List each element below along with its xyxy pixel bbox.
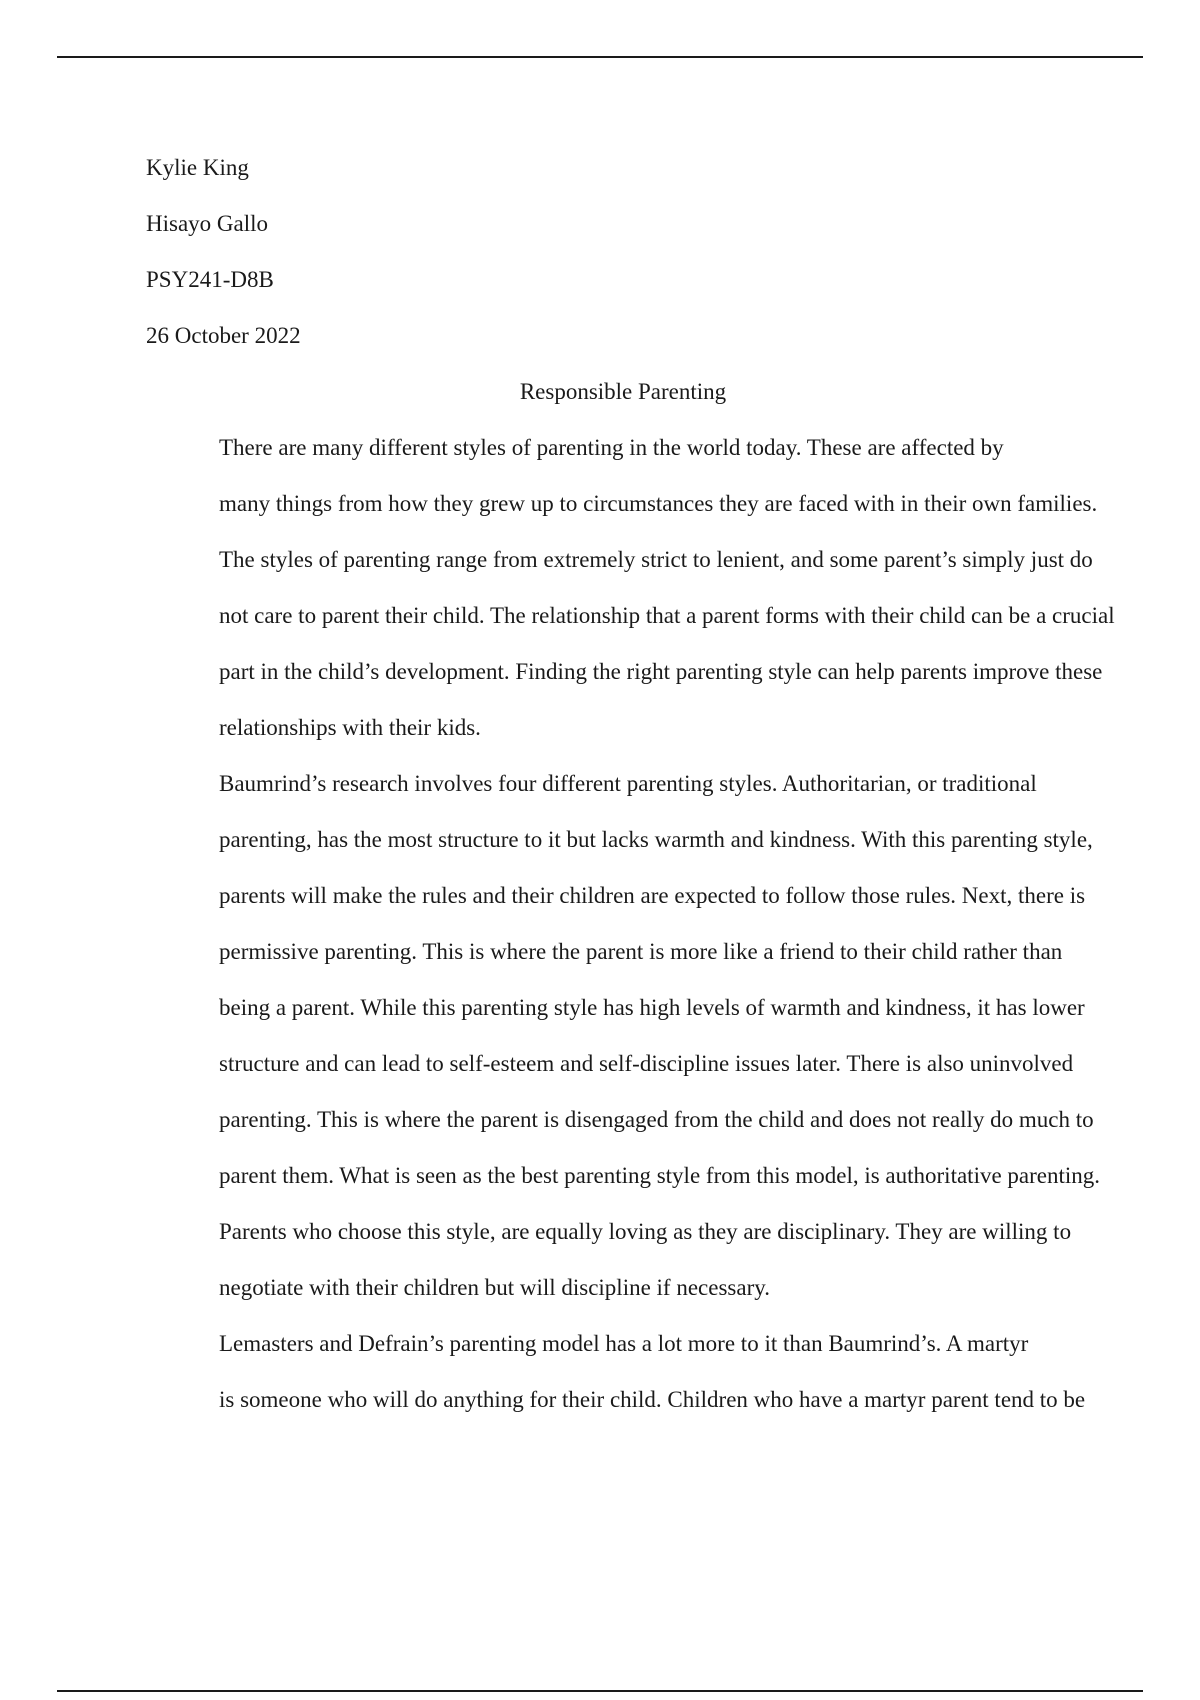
paragraph-line: being a parent. While this parenting style has high levels of warmth and kindness, it has lower	[219, 995, 1085, 1020]
paragraph-line: The styles of parenting range from extremely strict to lenient, and some parent’s simply just do	[219, 547, 1093, 572]
paragraph-line: not care to parent their child. The relationship that a parent forms with their child can be a crucial	[219, 603, 1115, 628]
paragraph-line: Baumrind’s research involves four different parenting styles. Authoritarian, or traditional	[219, 771, 1037, 796]
student-name: Kylie King	[146, 155, 249, 180]
paragraph-line: parenting, has the most structure to it but lacks warmth and kindness. With this parenting style,	[219, 827, 1093, 852]
essay-title: Responsible Parenting	[519, 379, 727, 404]
paragraph-line: permissive parenting. This is where the parent is more like a friend to their child rather than	[219, 939, 1063, 964]
page-top-rule	[57, 56, 1143, 58]
paragraph-line: many things from how they grew up to circumstances they are faced with in their own families.	[219, 491, 1098, 516]
page-bottom-rule	[57, 1690, 1143, 1692]
paragraph-2	[146, 756, 1100, 1316]
course-code: PSY241-D8B	[146, 267, 274, 292]
paragraph-line: parents will make the rules and their children are expected to follow those rules. Next, there is	[219, 883, 1086, 908]
paragraph-line: structure and can lead to self-esteem and self-discipline issues later. There is also uninvolved	[219, 1051, 1074, 1076]
paragraph-line: negotiate with their children but will discipline if necessary.	[219, 1275, 770, 1300]
document-page	[146, 140, 1115, 1428]
paragraph-line: part in the child’s development. Finding the right parenting style can help parents improve these	[219, 659, 1103, 684]
date: 26 October 2022	[146, 323, 301, 348]
paragraph-line: parenting. This is where the parent is disengaged from the child and does not really do much to	[219, 1107, 1094, 1132]
paragraph-3	[146, 1316, 1100, 1428]
paragraph-line: Parents who choose this style, are equally loving as they are disciplinary. They are willing to	[219, 1219, 1072, 1244]
paragraph-line: is someone who will do anything for their child. Children who have a martyr parent tend to be	[219, 1387, 1086, 1412]
paragraph-line: relationships with their kids.	[219, 715, 481, 740]
paragraph-line: There are many different styles of parenting in the world today. These are affected by	[219, 435, 1004, 460]
paragraph-line: Lemasters and Defrain’s parenting model has a lot more to it than Baumrind’s. A martyr	[219, 1331, 1029, 1356]
paragraph-1	[146, 420, 1115, 756]
instructor-name: Hisayo Gallo	[146, 211, 269, 236]
paragraph-line: parent them. What is seen as the best parenting style from this model, is authoritative parenting.	[219, 1163, 1101, 1188]
